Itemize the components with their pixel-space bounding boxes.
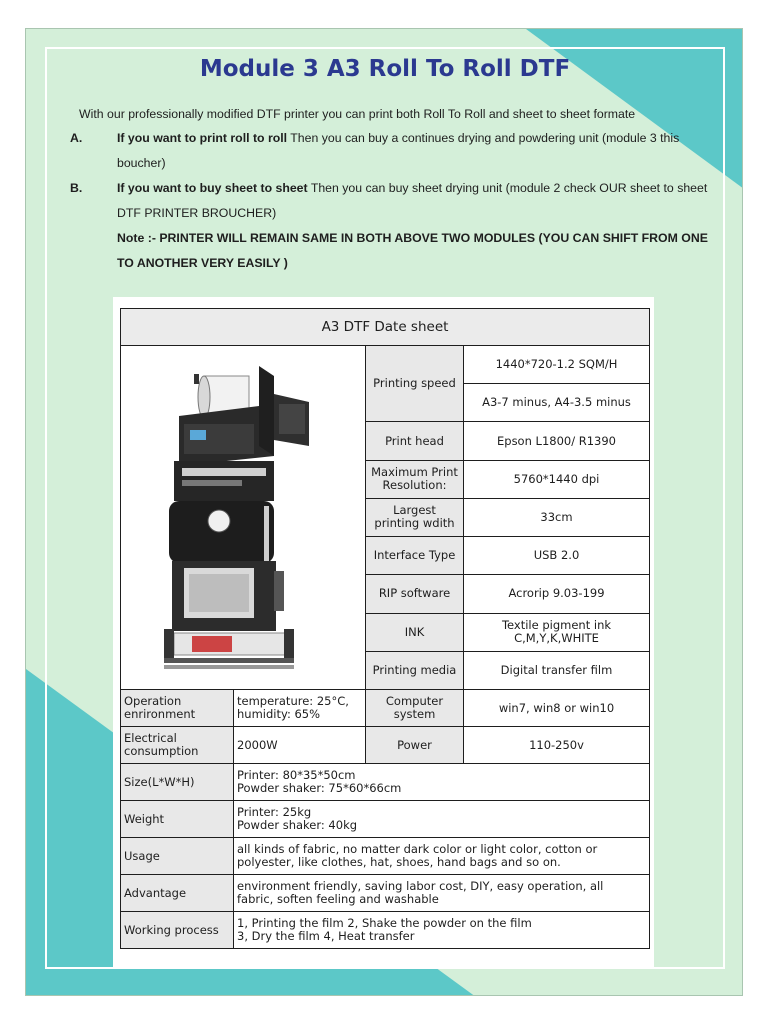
note-text: Note :- PRINTER WILL REMAIN SAME IN BOTH ABOVE TWO MODULES (YOU CAN SHIFT FROM ONE TO ANOTHER VERY EASILY ) [117,231,708,270]
spec-label-printing-speed: Printing speed [366,346,464,422]
spec-value-computer: win7, win8 or win10 [464,690,650,727]
spec-value-size [234,764,650,801]
spec-label-width: Largest printing wdith [366,498,464,536]
usage-line-2: polyester, like clothes, hat, shoes, hand bags and so on. [237,855,561,869]
spec-value-resolution: 5760*1440 dpi [464,460,650,498]
intro-text: With our professionally modified DTF printer you can print both Roll To Roll and sheet to sheet formate [79,107,636,121]
spec-label-media: Printing media [366,651,464,689]
spec-value-media: Digital transfer film [464,651,650,689]
page-title: Module 3 A3 Roll To Roll DTF [199,56,571,82]
spec-label-power: Power [366,727,464,764]
spec-label-operation: Operation enrironment [121,690,234,727]
size-line-2: Powder shaker: 75*60*66cm [237,781,402,795]
spec-label-interface: Interface Type [366,537,464,575]
option-a-bold: If you want to print roll to roll [117,131,288,145]
process-line-1: 1, Printing the film 2, Shake the powder on the film [237,916,532,930]
option-b [70,176,710,226]
spec-value-process [234,912,650,949]
spec-label-advantage: Advantage [121,875,234,912]
datasheet-heading: A3 DTF Date sheet [121,309,650,346]
weight-line-2: Powder shaker: 40kg [237,818,358,832]
option-b-text: Then you can buy sheet drying unit (module 2 check OUR sheet to sheet DTF PRINTER BROUCHER) [117,181,708,220]
spec-label-weight: Weight [121,801,234,838]
spec-value-interface: USB 2.0 [464,537,650,575]
spec-label-rip: RIP software [366,575,464,613]
spec-label-resolution: Maximum Print Resolution: [366,460,464,498]
spec-label-print-head: Print head [366,422,464,460]
spec-value-ink: Textile pigment ink C,M,Y,K,WHITE [464,613,650,651]
printer-photo [121,346,366,690]
size-line-1: Printer: 80*35*50cm [237,768,356,782]
spec-value-width: 33cm [464,498,650,536]
spec-value-rip: Acrorip 9.03-199 [464,575,650,613]
spec-value-power: 110-250v [464,727,650,764]
advantage-line-2: fabric, soften feeling and washable [237,892,439,906]
spec-value-speed-1: 1440*720-1.2 SQM/H [464,346,650,384]
spec-label-process: Working process [121,912,234,949]
spec-label-ink: INK [366,613,464,651]
usage-line-1: all kinds of fabric, no matter dark color or light color, cotton or [237,842,598,856]
spec-value-advantage [234,875,650,912]
datasheet-table [120,308,650,949]
option-a-text: Then you can buy a continues drying and powdering unit (module 3 this boucher) [117,131,680,170]
spec-value-speed-2: A3-7 minus, A4-3.5 minus [464,384,650,422]
advantage-line-1: environment friendly, saving labor cost, DIY, easy operation, all [237,879,604,893]
option-a [70,126,710,176]
spec-label-computer: Computer system [366,690,464,727]
spec-label-size: Size(L*W*H) [121,764,234,801]
option-b-marker: B. [70,181,83,195]
spec-value-usage [234,838,650,875]
option-b-bold: If you want to buy sheet to sheet [117,181,308,195]
weight-line-1: Printer: 25kg [237,805,312,819]
spec-label-electrical: Electrical consumption [121,727,234,764]
printer-image [124,346,369,689]
spec-value-weight [234,801,650,838]
option-a-marker: A. [70,131,83,145]
spec-value-electrical: 2000W [234,727,366,764]
spec-value-operation: temperature: 25°C, humidity: 65% [234,690,366,727]
process-line-2: 3, Dry the film 4, Heat transfer [237,929,415,943]
spec-label-usage: Usage [121,838,234,875]
spec-value-print-head: Epson L1800/ R1390 [464,422,650,460]
datasheet-panel [113,297,654,969]
